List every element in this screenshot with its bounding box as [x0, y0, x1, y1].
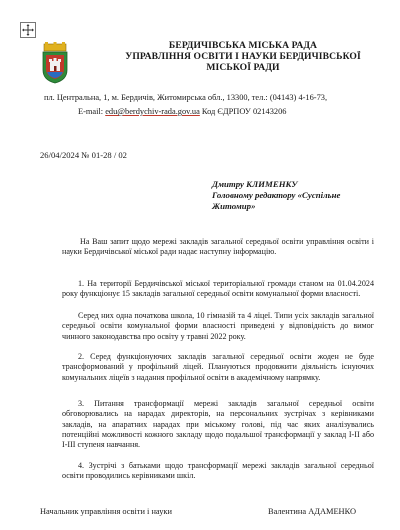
header-line-2: УПРАВЛІННЯ ОСВІТИ І НАУКИ БЕРДИЧІВСЬКОЇ — [125, 51, 361, 62]
paragraph-4: 4. Зустрічі з батьками щодо трансформації мережі закладів загальної середньої освіти проводились керівниками шкіл. — [62, 461, 374, 481]
paragraph-2: 2. Серед функціонуючих закладів загальної середньої освіти жоден не буде трансформований у профільний ліцей. Плануються продовжити діяльність існуючих комунальних ліцеїв з надання профільної освіти в академічному напрямку. — [62, 352, 374, 382]
header-line-1: БЕРДИЧІВСЬКА МІСЬКА РАДА — [168, 40, 318, 51]
paragraph-1: 1. На території Бердичівської міської територіальної громади станом на 01.04.2024 року функціонує 15 закладів загальної середньої освіти комунальної форми власності. — [62, 279, 374, 299]
edrpou-code: Код ЄДРПОУ 02143206 — [201, 107, 287, 116]
email-label: E-mail: — [78, 107, 104, 116]
signatory-position: Начальник управління освіти і науки — [40, 507, 172, 516]
address-line: пл. Центральна, 1, м. Бердичів, Житомирська обл., 13300, тел.: (04143) 4-16-73, — [44, 93, 328, 102]
paragraph-3: 3. Питання трансформації мережі закладів загальної середньої освіти обговорювались на нарадах директорів, на персональних зустрічах з керівниками закладів, на апаратних нарадах при міському голові, під час яких аналізувались потенційні можливості кожного закладу щодо подальшої трансформації у заклад І-ІІ або І-ІІІ ступеня навчання. — [62, 399, 374, 450]
letter-date-number: 26/04/2024 № 01-28 / 02 — [40, 150, 127, 160]
email-link[interactable]: edu@berdychiv-rada.gov.ua — [105, 107, 200, 116]
move-handle-icon[interactable] — [20, 22, 36, 38]
recipient-name: Дмитру КЛИМЕНКУ — [212, 179, 298, 189]
header-line-3: МІСЬКОЇ РАДИ — [206, 62, 280, 73]
intro-paragraph: На Ваш запит щодо мережі закладів загальної середньої освіти управління освіти і науки Бердичівської міської ради надає наступну інформацію. — [62, 237, 374, 257]
recipient-position-line-1: Головному редактору «Суспільне — [212, 190, 341, 200]
contact-line — [78, 107, 286, 117]
coat-of-arms-icon — [40, 42, 70, 84]
recipient-position-line-2: Житомир» — [212, 201, 256, 211]
paragraph-1-continued: Серед них одна початкова школа, 10 гімназій та 4 ліцеї. Типи усіх закладів загальної середньої освіти комунальної форми власності приведені у відповідність до вимог чинного законодавства про освіту у травні 2022 року. — [62, 311, 374, 341]
signatory-name: Валентина АДАМЕНКО — [268, 507, 357, 516]
